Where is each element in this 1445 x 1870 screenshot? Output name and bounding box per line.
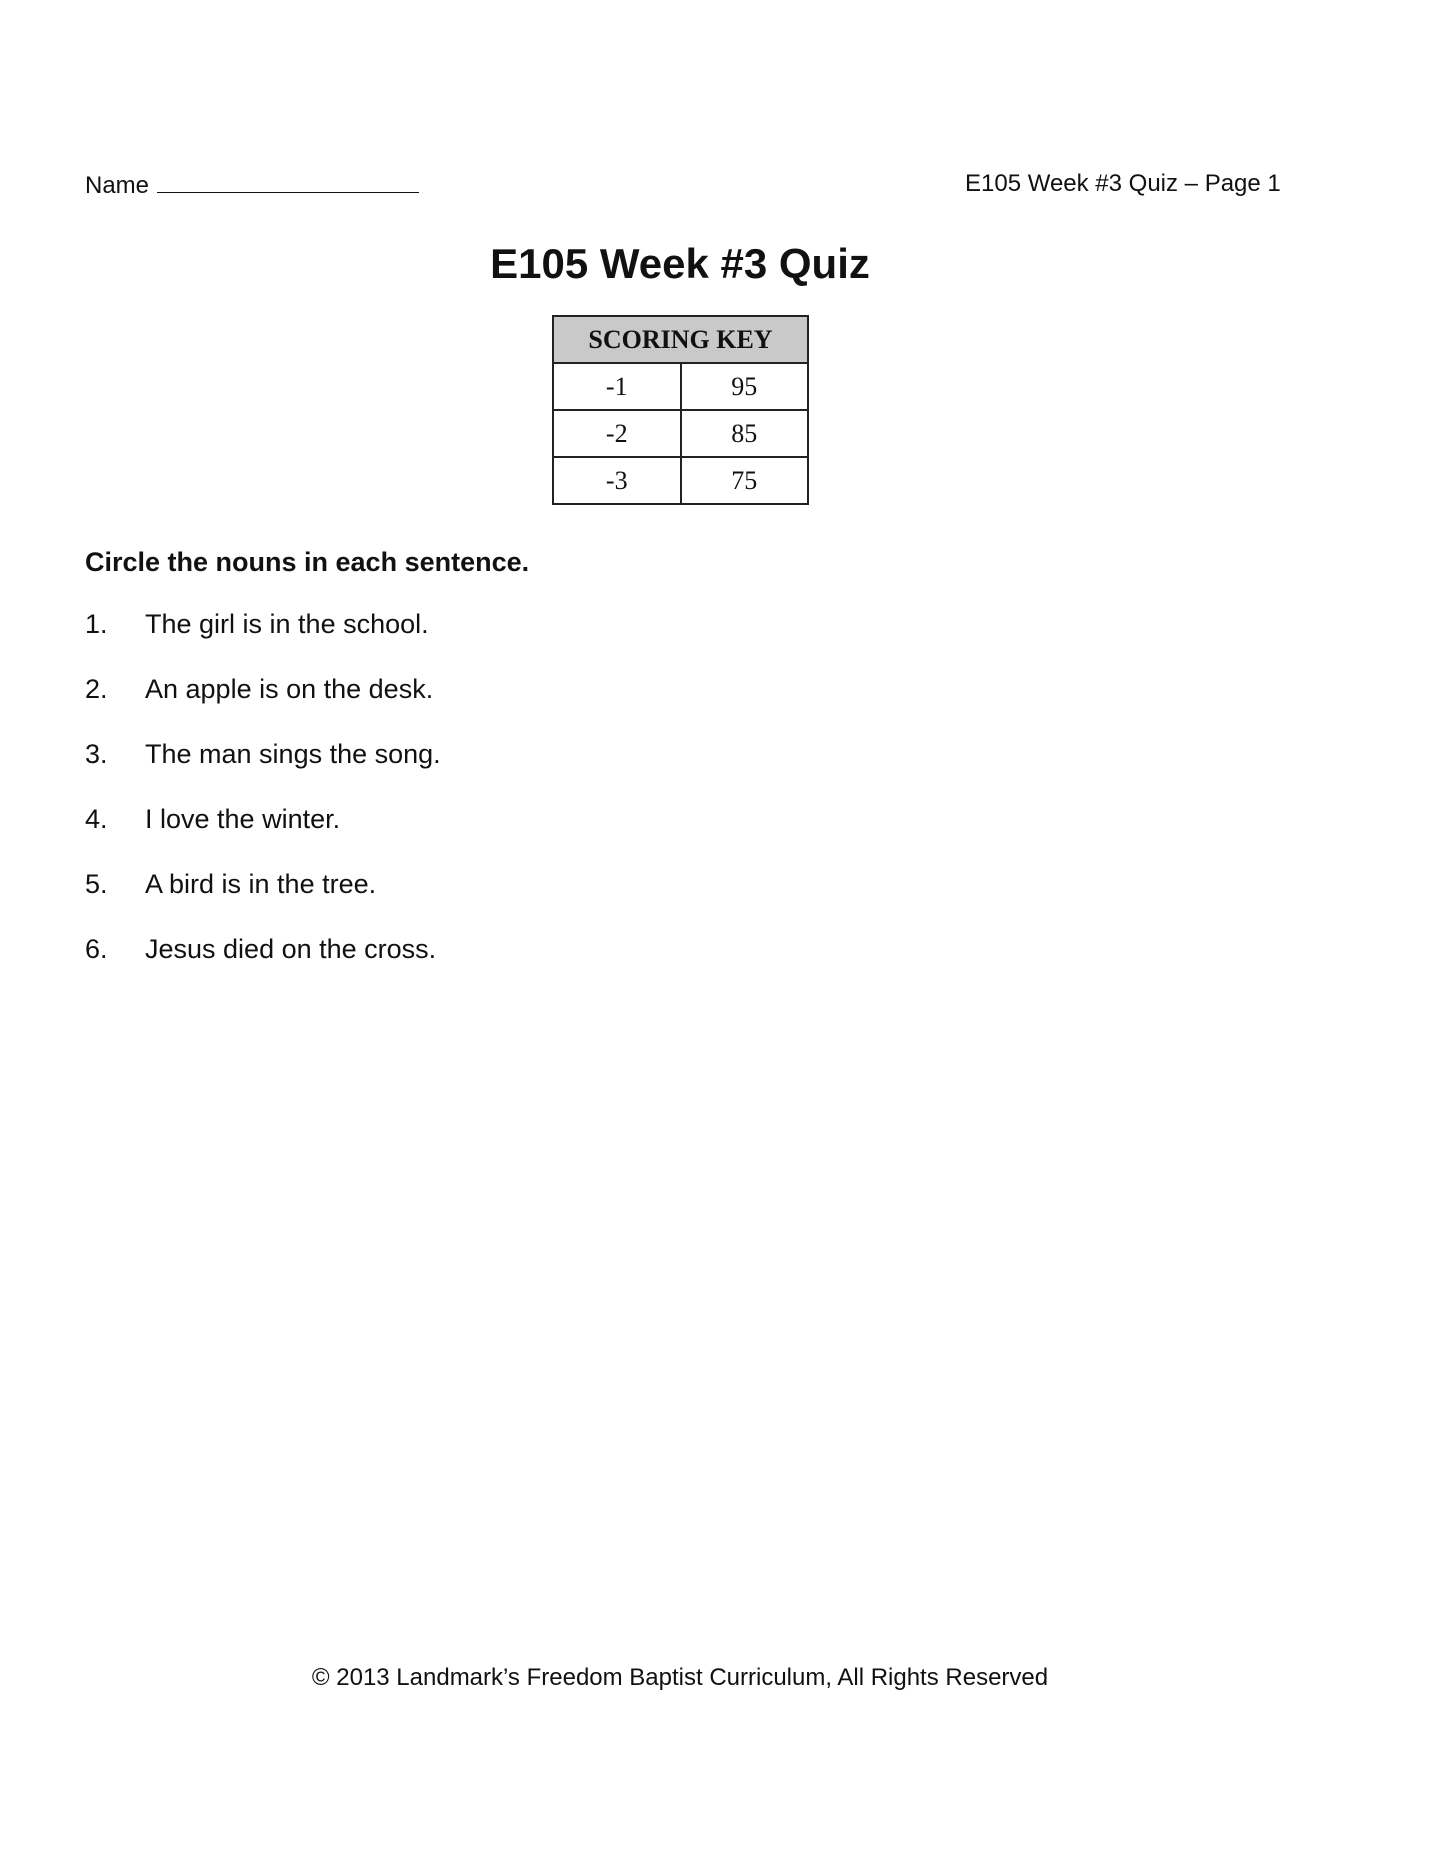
page-title: E105 Week #3 Quiz [490, 240, 870, 287]
question-text: The man sings the song. [145, 739, 441, 769]
question-number: 2. [85, 674, 108, 704]
missed-count: -2 [553, 410, 681, 457]
missed-count: -1 [553, 363, 681, 410]
question-text: The girl is in the school. [145, 609, 429, 639]
table-row [553, 410, 808, 457]
question-number: 1. [85, 609, 108, 639]
table-row [553, 457, 808, 504]
question-list [85, 608, 441, 998]
table-row [553, 363, 808, 410]
list-item [85, 803, 441, 868]
list-item [85, 933, 441, 998]
name-blank-line [157, 170, 419, 193]
question-text: An apple is on the desk. [145, 674, 434, 704]
instructions: Circle the nouns in each sentence. [85, 547, 530, 577]
missed-count: -3 [553, 457, 681, 504]
copyright-footer: © 2013 Landmark’s Freedom Baptist Curriculum, All Rights Reserved [311, 1664, 1049, 1691]
question-text: Jesus died on the cross. [145, 934, 437, 964]
question-text: A bird is in the tree. [145, 869, 377, 899]
question-number: 3. [85, 739, 108, 769]
list-item [85, 868, 441, 933]
question-number: 6. [85, 934, 108, 964]
list-item [85, 673, 441, 738]
name-field [85, 170, 419, 200]
scoring-key-table [552, 315, 809, 505]
page-label: E105 Week #3 Quiz – Page 1 [965, 170, 1281, 197]
score-value: 75 [681, 457, 809, 504]
question-text: I love the winter. [145, 804, 341, 834]
list-item [85, 738, 441, 803]
name-label: Name [85, 172, 150, 199]
list-item [85, 608, 441, 673]
score-value: 85 [681, 410, 809, 457]
question-number: 5. [85, 869, 108, 899]
question-number: 4. [85, 804, 108, 834]
scoring-key-heading: SCORING KEY [553, 316, 808, 363]
score-value: 95 [681, 363, 809, 410]
